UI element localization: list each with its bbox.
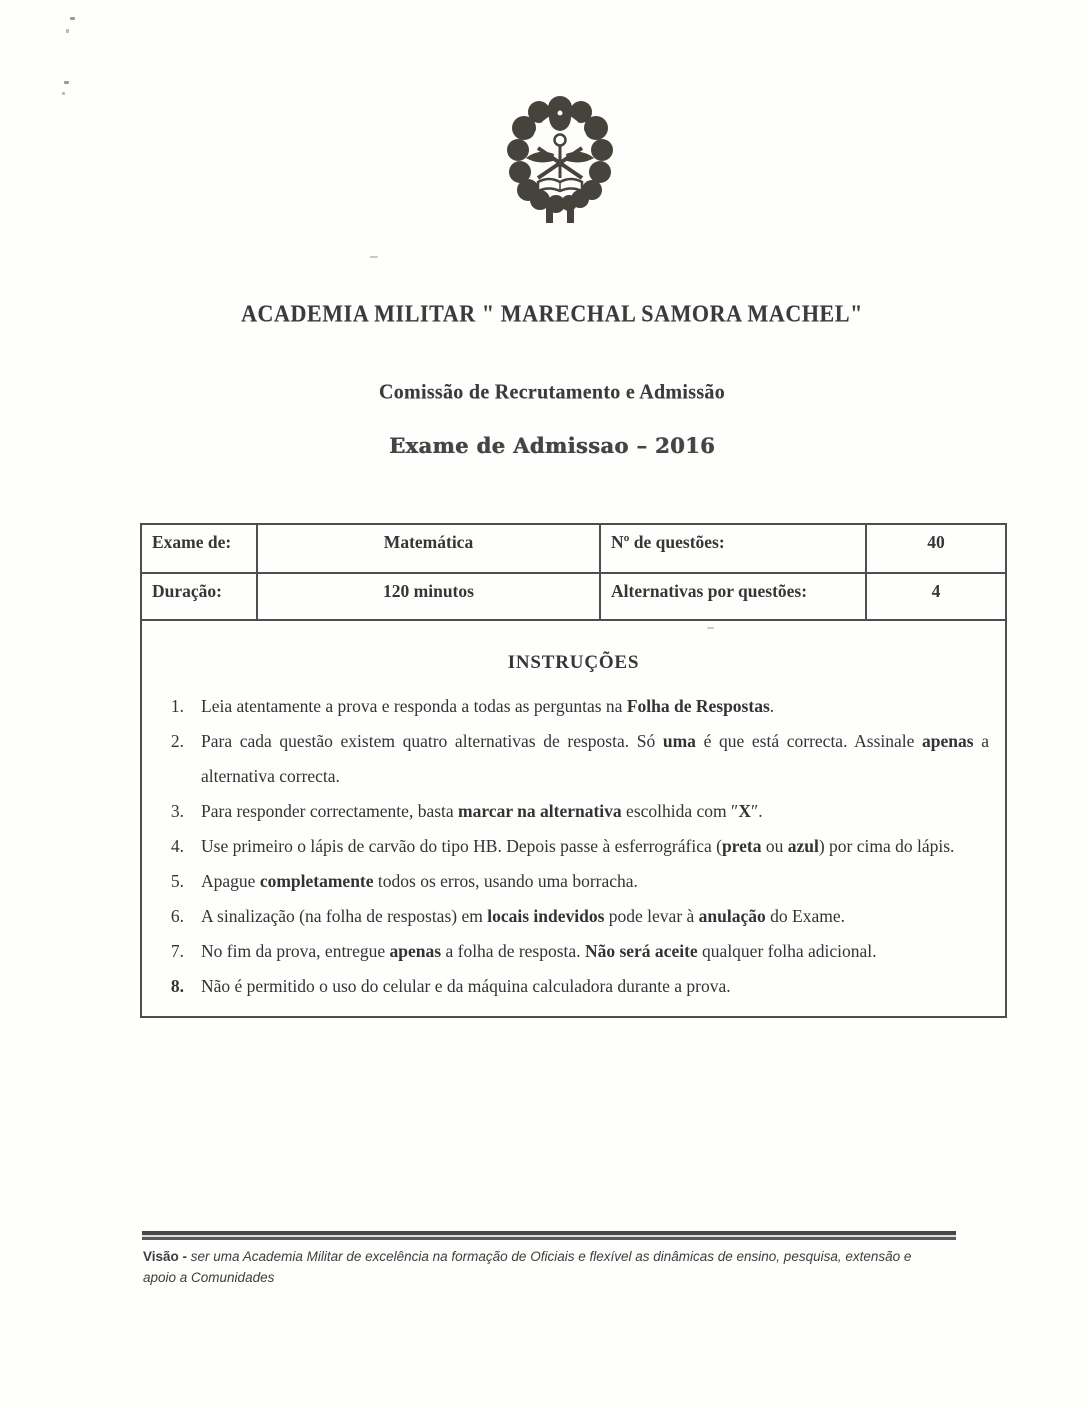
instruction-number: 5.: [170, 871, 184, 891]
instruction-number: 1.: [170, 696, 184, 716]
instruction-text: No fim da prova, entregue apenas a folha de resposta. Não será aceite qualquer folha adicional.: [201, 941, 877, 961]
exam-subject-value: Matemática: [258, 525, 601, 574]
instruction-item: [162, 899, 997, 934]
scan-artifact: [64, 81, 69, 84]
instruction-number: 4.: [170, 836, 184, 856]
instruction-text: A sinalização (na folha de respostas) em locais indevidos pode levar à anulação do Exame.: [201, 906, 845, 926]
scan-artifact: [370, 256, 378, 258]
instruction-number: 3.: [170, 801, 184, 821]
duration-value: 120 minutos: [258, 574, 601, 621]
alternatives-label: Alternativas por questões:: [601, 574, 867, 621]
scan-artifact: [66, 29, 69, 33]
instruction-item: [162, 829, 997, 864]
exam-info-and-instructions-box: [140, 523, 1007, 1018]
committee-subtitle: Comissão de Recrutamento e Admissão: [378, 380, 726, 404]
instruction-text: Para cada questão existem quatro alternativas de resposta. Só uma é que está correcta. Assinale apenas a alternativa correcta.: [201, 731, 989, 786]
instruction-text: Use primeiro o lápis de carvão do tipo HB. Depois passe à esferrográfica (preta ou azul) por cima do lápis.: [201, 836, 955, 856]
instruction-number: 8.: [170, 976, 184, 996]
question-count-label: Nº de questões:: [601, 525, 867, 574]
academy-name-title: ACADEMIA MILITAR " MARECHAL SAMORA MACHEL": [241, 299, 863, 328]
scan-artifact: [70, 17, 75, 20]
instruction-item: [162, 794, 997, 829]
instruction-item: [162, 689, 997, 724]
instruction-number: 2.: [170, 731, 184, 751]
instruction-text: Não é permitido o uso do celular e da máquina calculadora durante a prova.: [201, 976, 731, 996]
instruction-text: Apague completamente todos os erros, usando uma borracha.: [201, 871, 638, 891]
scan-artifact: [62, 92, 65, 95]
alternatives-value: 4: [867, 574, 1005, 621]
instruction-text: Para responder correctamente, basta marcar na alternativa escolhida com ″X″.: [201, 801, 763, 821]
instruction-item: [162, 864, 997, 899]
instruction-number: 6.: [170, 906, 184, 926]
exam-title-line: Exame de Admissao – 2016: [389, 433, 715, 458]
duration-label: Duração:: [142, 574, 258, 621]
exam-subject-label: Exame de:: [142, 525, 258, 574]
instructions-list: [162, 689, 997, 1004]
footer-divider-rule: [142, 1231, 956, 1240]
question-count-value: 40: [867, 525, 1005, 574]
academy-crest-icon: [506, 92, 614, 224]
exam-info-table: [142, 525, 1005, 621]
instruction-item: [162, 934, 997, 969]
instructions-title: INSTRUÇÕES: [507, 652, 640, 673]
instruction-item: [162, 969, 997, 1004]
instruction-text: Leia atentamente a prova e responda a todas as perguntas na Folha de Respostas.: [201, 696, 775, 716]
vision-statement: Visão - ser uma Academia Militar de excelência na formação de Oficiais e flexível as dinâmicas de ensino, pesquisa, extensão e apoio a Comunidades: [143, 1249, 912, 1285]
instruction-item: [162, 724, 997, 794]
instruction-number: 7.: [170, 941, 184, 961]
